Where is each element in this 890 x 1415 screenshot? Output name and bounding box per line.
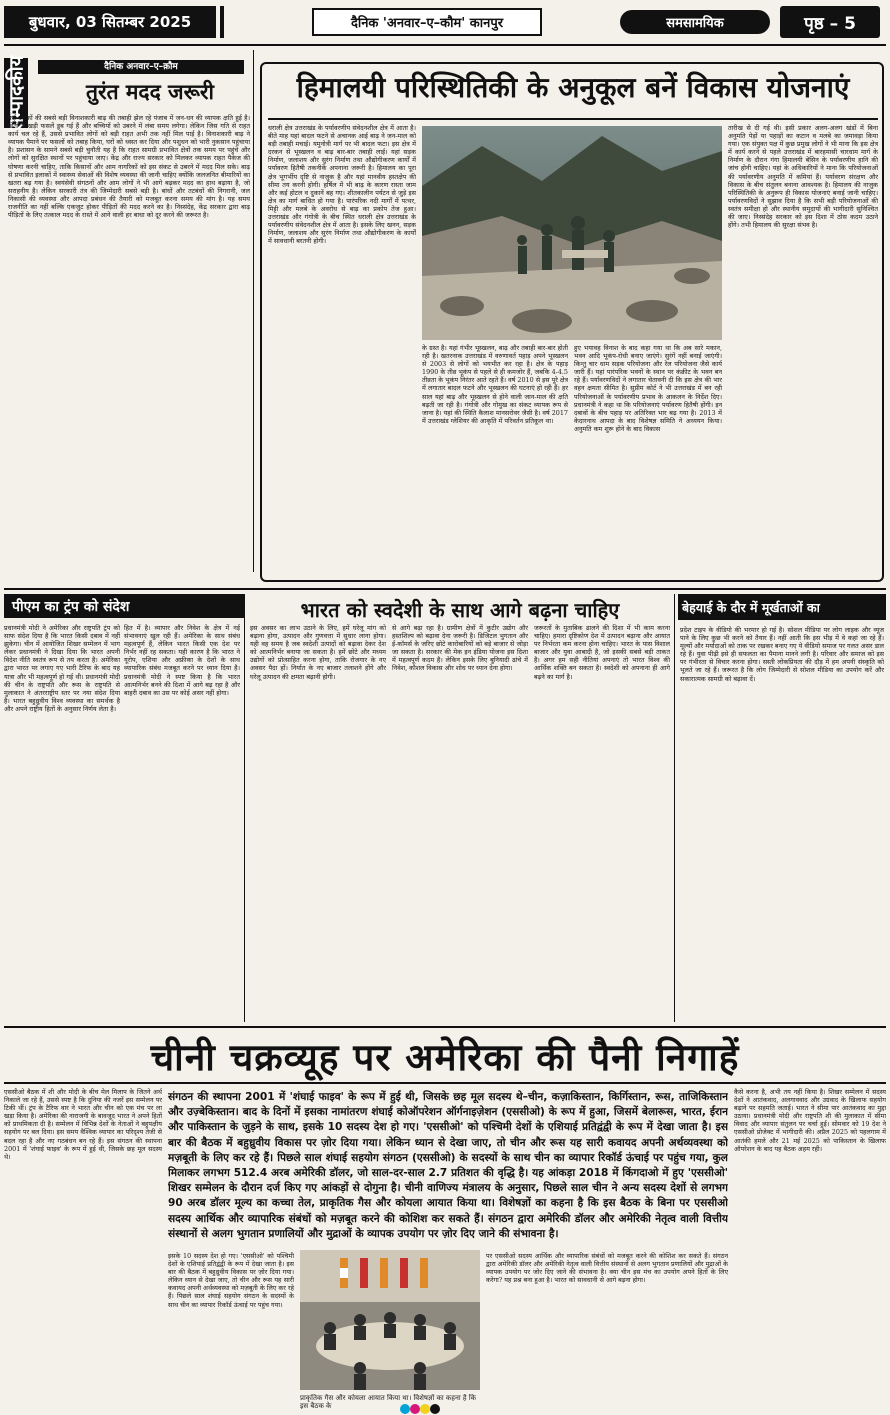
swadeshi-headline: भारत को स्वदेशी के साथ आगे बढ़ना चाहिए (300, 598, 620, 622)
china-left-col: एससीओ बैठक में शी और मोदी के बीच मेल मिलाप के जितने अर्थ निकाले जा रहे हैं, उससे स्पष्ट है कि दुनिया की नजरें इस सम्मेलन पर टिकी थीं। ट्रंप के टैरिफ वार ने भारत और चीन को एक मंच पर ला खड़ा किया है। अमेरिका की नाराजगी के बावजूद भारत ने अपने हितों को प्राथमिकता दी है। सम्मेलन में विभिन्न देशों के नेताओं ने बहुपक्षीय सहयोग पर बल दिया। इस समय वैश्विक व्यापार का परिदृश्य तेजी से बदल रहा है और नए गठबंधन बन रहे हैं। इस संगठन की स्थापना 2001 में 'शंघाई फाइव' के रूप में हुई थी, जिसके छह मूल सदस्य थे। (4, 1088, 162, 1161)
swadeshi-col-3: जरूरतों के मुताबिक ढालने की दिशा में भी काम करना चाहिए। हमारा दृष्टिकोण देश में उत्पादन बढ़ाना और आयात पर निर्भरता कम करना होना चाहिए। भारत के पास विशाल बाजार और युवा आबादी है, जो इसकी सबसे बड़ी ताकत है। अगर हम सही नीतियां अपनाएं तो भारत विश्व की आर्थिक शक्ति बन सकता है। स्वदेशी को अपनाना ही आगे बढ़ने का मार्ग है। (534, 624, 670, 681)
summit-table-illustration (300, 1250, 480, 1390)
lead-col-1: धराली क्षेत्र उत्तराखंड के पर्यावरणीय संवेदनशील क्षेत्र में आता है। बीते माह यहां बादल फटने से अचानक आई बाढ़ ने जन-माल को बड़ी तबाही मचाई। यमुनोत्री मार्ग पर भी बादल फटा। इस क्षेत्र में दरकन से भूस्खलन व बाढ़ बार-बार तबाही लाई। यहां सड़क निर्माण, जलाशय और सुरंग निर्माण तथा औद्योगीकरण कार्यों में पर्यावरण हितैषी तकनीकें अपनाना जरूरी है। हिमालय का पूरा क्षेत्र भूगर्भीय दृष्टि से नाजुक है और यहां मानवीय हस्तक्षेप की सीमा तय करनी होगी। हर्षिल में भी बाढ़ के कारण रास्ता जाम और कई होटल व दुकानें बह गए। शीतकालीन पर्यटन से जुड़े इस क्षेत्र का मार्ग बाधित हो गया है। पारंपरिक नदी मार्गों में पत्थर, मिट्टी और मलबे के अवरोध से बाढ़ का प्रकोप तेज हुआ। उत्तराखंड और गंगोत्री के बीच स्थित धराली क्षेत्र उत्तराखंड के पर्यावरणीय संवेदनशील क्षेत्र में आता है। इसके लिए खनन, सड़क निर्माण, जलाशय और सुरंग निर्माण तथा औद्योगीकरण के कार्यों में सावधानी बरतनी होगी। (268, 124, 416, 246)
editorial-byline: दैनिक अनवार–ए–क़ौम (38, 60, 244, 74)
china-right-col-1: पर एससीओ सदस्य आर्थिक और व्यापारिक संबंधों को मजबूत करने की कोशिश कर सकते हैं। संगठन द्वारा अमेरिकी डॉलर और अमेरिकी नेतृत्व वाली वित्तीय संस्थानों से अलग भुगतान प्रणालियों और मुद्राओं के व्यापक उपयोग पर जोर दिए जाने की संभावना है। क्या चीन इस मंच का उपयोग अपने हितों के लिए करेगा? यह प्रश्न बना हुआ है। भारत को सावधानी से आगे बढ़ना होगा। (486, 1252, 728, 1285)
editorial-side-label: सम्पादकीय (6, 55, 28, 131)
paper-name-box: दैनिक 'अनवार–ए–कौम' कानपुर (312, 8, 542, 36)
china-mid-col: इसके 10 सदस्य देश हो गए। 'एससीओ' को पश्चिमी देशों के एशियाई प्रतिद्वंद्वी के रूप में देखा जाता है। इस बार की बैठक में बहुध्रुवीय विकास पर ज़ोर दिया गया। लेकिन ध्यान से देखा जाए, तो चीन और रूस यह सारी कवायद अपनी अर्थव्यवस्था को मज़बूती के लिए कर रहे हैं। पिछले साल शंघाई सहयोग संगठन के सदस्यों के साथ चीन का व्यापार रिकॉर्ड ऊंचाई पर पहुंच गया। (168, 1252, 294, 1309)
lead-col-4: तारीख से दी गई थी। इसी प्रकार अलग-अलग खंडों में बिना अनुमति पेड़ों या पहाड़ों का कटान व मलबे का जमावड़ा किया गया। एक संयुक्त पक्ष में कुछ प्रमुख लोगों ने भी माना कि इस क्षेत्र में कार्य करने से पहले उत्तराखंड में बारहमासी चारधाम मार्ग के निर्माण के दौरान गंगा हिमालयी बेसिन के पर्यावरणीय हानि की जांच होनी चाहिए। यहां के अधिकारियों ने माना कि परियोजनाओं की पर्यावरणीय अनुमति में कमियां हैं। पर्यावरण संरक्षण और विकास के बीच संतुलन बनाना आवश्यक है। हिमालय की नाजुक परिस्थितिकी के अनुरूप ही विकास योजनाएं बनाई जानी चाहिए। पर्यावरणविदों ने सुझाव दिया है कि सभी बड़ी परियोजनाओं की स्वतंत्र समीक्षा हो और स्थानीय समुदायों की भागीदारी सुनिश्चित की जाए। निस्संदेह सरकार को इस दिशा में ठोस कदम उठाने होंगे। तभी हिमालय की सुरक्षा संभव है। (728, 124, 878, 230)
registration-marks (400, 1404, 440, 1414)
page-number: पृष्ठ – 5 (780, 6, 880, 38)
pm-col-1: प्रधानमंत्री मोदी ने अमेरिका और राष्ट्रपति ट्रंप को साफ संदेश दिया है कि भारत किसी दबाव में नहीं झुकेगा। चीन में आयोजित शिखर सम्मेलन में भाग लेकर प्रधानमंत्री ने दिखा दिया कि भारत अपनी विदेश नीति स्वतंत्र रूप से तय करता है। अमेरिका द्वारा भारत पर लगाए गए भारी टैरिफ के बाद यह यात्रा और भी महत्वपूर्ण हो गई थी। प्रधानमंत्री मोदी की चीन के राष्ट्रपति और रूस के राष्ट्रपति से मुलाकात ने अंतरराष्ट्रीय स्तर पर नया संदेश दिया है। भारत बहुध्रुवीय विश्व व्यवस्था का समर्थक है और अपने राष्ट्रीय हितों के अनुसार निर्णय लेता है। (4, 624, 120, 713)
rescue-scene-illustration (422, 126, 722, 340)
china-highlight: संगठन की स्थापना 2001 में 'शंघाई फाइव' के रूप में हुई थी, जिसके छह मूल सदस्य थे–चीन, कज़ाकिस्तान, किर्गिस्तान, रूस, ताजिकिस्तान और उज़्बेकिस्तान। बाद के दिनों में इसका नामांतरण शंघाई कोऑपरेशन ऑर्गनाइज़ेशन (एससीओ) के रूप में हुआ, जिसमें बेलारूस, भारत, ईरान और पाकिस्तान के जुड़ने के साथ, इसके 10 सदस्य देश हो गए। 'एससीओ' को पश्चिमी देशों के एशियाई प्रतिद्वंद्वी के रूप में देखा जाता है। इस बार की बैठक में बहुध्रुवीय विकास पर ज़ोर दिया गया। लेकिन ध्यान से देखा जाए, तो चीन और रूस यह सारी कवायद अपनी अर्थव्यवस्था को मज़बूती के लिए कर रहे हैं। पिछले साल शंघाई सहयोग संगठन (एससीओ) के सदस्यों के साथ चीन का व्यापार रिकॉर्ड ऊंचाई पर पहुंच गया, कुल मिलाकर लगभग 512.4 अरब अमेरिकी डॉलर, जो साल-दर-साल 2.7 प्रतिशत की वृद्धि है। यह आंकड़ा 2018 में किंगदाओ में हुए 'एससीओ' शिखर सम्मेलन के दौरान दर्ज किए गए आंकड़ों से दोगुना है। चीनी वाणिज्य मंत्रालय के अनुसार, पिछले साल चीन ने अन्य सदस्य देशों से लगभग 90 अरब डॉलर मूल्य का कच्चा तेल, प्राकृतिक गैस और कोयला आयात किया था। विशेषज्ञों का कहना है कि इस बैठक के बिना पर एससीओ सदस्य आर्थिक और व्यापारिक संबंधों को मज़बूत करने की कोशिश कर सकते हैं। संगठन द्वारा अमेरिकी डॉलर और अमेरिकी नेतृत्व वाली वित्तीय संस्थानों से अलग भुगतान प्रणालियों और मुद्राओं के व्यापक उपयोग पर ज़ोर दिए जाने की संभावना है। (168, 1091, 728, 1240)
swadeshi-col-1: इस अवसर का लाभ उठाने के लिए, हमें घरेलू मांग को बढ़ाना होगा, उत्पादन और गुणवत्ता में सुधार लाना होगा। यही वह समय है जब स्वदेशी उत्पादों को बढ़ावा देकर देश को आत्मनिर्भर बनाया जा सकता है। हमें छोटे और मध्यम उद्योगों को प्रोत्साहित करना होगा, ताकि रोजगार के नए अवसर पैदा हों। निर्यात के नए बाजार तलाशने होंगे और घरेलू उत्पादन की क्षमता बढ़ानी होगी। (250, 624, 386, 681)
right-story-kicker: बेहयाई के दौर में मूर्खताओं का (678, 594, 886, 620)
pm-story-kicker: पीएम का ट्रंप को संदेश (4, 594, 244, 618)
editorial-text: कई दशकों की सबसे बड़ी विनाशकारी बाढ़ की तबाही झेल रहे पंजाब में जन-धन की व्यापक क्षति हुई है। खेतों में खड़ी फसलें डूब गई हैं और बच्चियों को उबरने में लंबा समय लगेगा। लेकिन जिस गति से राहत कार्य चल रहे हैं, उससे प्रभावित लोगों को बड़ी राहत अभी तक नहीं मिल पाई है। विनाशकारी बाढ़ ने व्यापक पैमाने पर फसलों को तबाह किया, घरों को ध्वस्त कर दिया और पशुधन को भारी नुकसान पहुंचाया है। प्रशासन के सामने सबसे बड़ी चुनौती यह है कि राहत सामग्री प्रभावित क्षेत्रों तक समय पर पहुंचे और लोगों को सुरक्षित स्थानों पर पहुंचाया जाए। केंद्र और राज्य सरकार को मिलकर व्यापक राहत पैकेज की घोषणा करनी चाहिए, ताकि किसानों और आम नागरिकों को इस संकट से उबरने में मदद मिल सके। बाढ़ से प्रभावित इलाकों में स्वास्थ्य सेवाओं की विशेष व्यवस्था की जानी चाहिए क्योंकि जलजनित बीमारियों का खतरा बढ़ गया है। स्वयंसेवी संगठनों और आम लोगों ने भी आगे बढ़कर मदद का हाथ बढ़ाया है, जो सराहनीय है। लेकिन सरकारी तंत्र की जिम्मेदारी सबसे बड़ी है। बांधों और तटबंधों की निगरानी, जल निकासी की व्यवस्था और आपदा प्रबंधन की तैयारी को मजबूत करना समय की मांग है। यह समय राजनीति का नहीं बल्कि एकजुट होकर पीड़ितों की मदद करने का है। निस्संदेह, केंद्र सरकार द्वारा बाढ़ पीड़ितों के लिए तत्काल मदद के रास्ते में आने वाली हर बाधा को दूर करने की जरूरत है। (8, 114, 250, 220)
editorial-title: तुरंत मदद जरूरी (86, 80, 214, 104)
section-label: समसामयिक (620, 10, 770, 34)
sco-summit-photo (300, 1250, 480, 1390)
photo-caption: प्राकृतिक गैस और कोयला आयात किया था। विशेषज्ञों का कहना है कि इस बैठक के (300, 1394, 477, 1410)
china-headline: चीनी चक्रव्यूह पर अमेरिका की पैनी निगाहें (150, 1036, 740, 1079)
swadeshi-col-2: से आगे बढ़ा रहा है। ग्रामीण क्षेत्रों में कुटीर उद्योग और हस्तशिल्प को बढ़ावा देना जरूरी है। डिजिटल भुगतान और ई-कॉमर्स के जरिए छोटे कारोबारियों को बड़े बाजार से जोड़ा जा सकता है। सरकार की मेक इन इंडिया योजना इस दिशा में महत्वपूर्ण कदम है। लेकिन इसके लिए बुनियादी ढांचे में निवेश, कौशल विकास और शोध पर ध्यान देना होगा। (392, 624, 528, 673)
rescue-workers-photo (422, 126, 722, 340)
pm-col-2: हित में है। व्यापार और निवेश के क्षेत्र में नई संभावनाएं खुल रही हैं। अमेरिका के साथ संबंध महत्वपूर्ण हैं, लेकिन भारत किसी एक देश पर निर्भर नहीं रह सकता। यही कारण है कि भारत ने यूरोप, एशिया और अफ्रीका के देशों के साथ व्यापारिक संबंध मजबूत करने पर ध्यान दिया है। प्रधानमंत्री मोदी ने स्पष्ट किया है कि भारत आत्मनिर्भर बनने की दिशा में आगे बढ़ रहा है और बाहरी दबाव का उस पर कोई असर नहीं होगा। (124, 624, 240, 697)
date-bar: बुधवार, 03 सितम्बर 2025 (4, 6, 216, 38)
lead-col-2: के ग्रस्त है। यहां गंभीर भूस्खलन, बाढ़ और तबाही बार-बार होती रही है। खतरनाक उत्तराखंड में वरुणावर्त पहाड़ अपने भूस्खलन से 2003 से लोगों को भयभीत कर रहा है। क्षेत्र के पहाड़ 1990 के तीव्र भूकंप से पहले से ही कमजोर हैं, जबकि 4-4.5 तीव्रता के भूकंप निरंतर आते रहते हैं। वर्ष 2010 से इस पूरे क्षेत्र में लगातार बादल फटने और भूस्खलन की घटनाएं हो रही हैं। हर साल यहां बाढ़ और भूस्खलन से होने वाली जान-माल की क्षति बढ़ती जा रही है। गंगोत्री और गोमुख का संकट व्यापक रूप से जाना है। यहां की स्थिति कैलाश मानसरोवर जैसी है। वर्ष 2017 में उत्तराखंड ग्लेशियर की आकृति में परिवर्तन प्रतिकूल था। (422, 344, 568, 425)
lead-col-3: हुए भयावह विनाश के बाद कहा गया था कि अब सारे मकान, भवन आदि भूकंप-रोधी बनाए जाएंगे। सुरंगें नहीं बनाई जाएंगी। किन्तु चार धाम सड़क परियोजना और रेल परियोजना जैसे कार्य जारी हैं। यहां पारंपरिक भवनों के स्थान पर कंक्रीट के भवन बन रहे हैं। पर्यावरणविदों ने लगातार चेतावनी दी कि इस क्षेत्र की भार वहन क्षमता सीमित है। सुप्रीम कोर्ट ने भी उत्तराखंड में बन रही परियोजनाओं के पर्यावरणीय प्रभाव के आकलन के निर्देश दिए। प्रधानमंत्री ने कहा था कि परियोजनाएं पर्यावरण हितैषी होंगी। इन दबावों के बीच पहाड़ पर अतिरिक्त भार बढ़ गया है। 2013 में केदारनाथ आपदा के बाद विशेषज्ञ समिति ने अध्ययन किया। अनुमति कम शुरू होने के बाद विकास (574, 344, 722, 433)
right-story-text: प्रदेश टाइप के वीडियो की भरमार हो गई है। सोशल मीडिया पर लोग लाइक और व्यूज पाने के लिए कुछ भी करने को तैयार हैं। नहीं आती कि इस भीड़ में वे कहां जा रहे हैं। मूल्यों और मर्यादाओं को ताक पर रखकर बनाए गए ये वीडियो समाज पर गलत असर डाल रहे हैं। युवा पीढ़ी इसे ही सफलता का पैमाना मानने लगी है। परिवार और समाज को इस पर गंभीरता से विचार करना होगा। सस्ती लोकप्रियता की दौड़ में हम अपनी संस्कृति को भूलते जा रहे हैं। जरूरत है कि लोग जिम्मेदारी से सोशल मीडिया का उपयोग करें और सकारात्मक सामग्री को बढ़ावा दें। (680, 626, 884, 683)
china-right-col-2: कैसे करना है, अभी तय नहीं किया है। शिखर सम्मेलन में सदस्य देशों ने आतंकवाद, अलगाववाद और उग्रवाद के खिलाफ सहयोग बढ़ाने पर सहमति जताई। भारत ने सीमा पार आतंकवाद का मुद्दा उठाया। प्रधानमंत्री मोदी और राष्ट्रपति शी की मुलाकात में सीमा विवाद और व्यापार संतुलन पर चर्चा हुई। सोमवार को 19 देश ने एससीओ प्रोजेक्ट में भागीदारी की। अप्रैल 2025 को पहलगाम में आतंकी हमले और 21 मई 2025 को पाकिस्तान के खिलाफ ऑपरेशन के बाद यह बैठक अहम रही। (734, 1088, 886, 1153)
lead-headline: हिमालयी परिस्थितिकी के अनुकूल बनें विकास योजनाएं (296, 71, 850, 104)
